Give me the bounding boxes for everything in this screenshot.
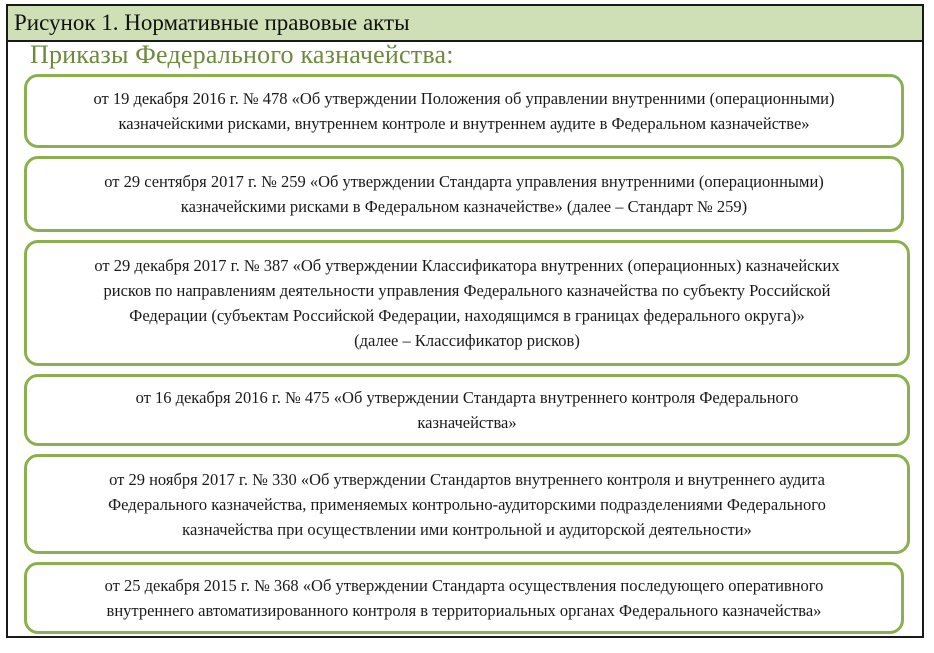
section-subtitle: Приказы Федерального казначейства: bbox=[30, 40, 454, 69]
document-box-368 bbox=[24, 562, 904, 634]
document-box-387 bbox=[24, 240, 910, 366]
document-text: от 16 декабря 2016 г. № 475 «Об утверждении Стандарта внутреннего контроля Федерального казначейства» bbox=[135, 388, 799, 432]
figure-title: Рисунок 1. Нормативные правовые акты bbox=[8, 6, 922, 42]
document-text: от 29 сентября 2017 г. № 259 «Об утверждении Стандарта управления внутренними (операционными) казначейскими рисками в Федеральном казначействе» (далее – Стандарт № 259) bbox=[104, 172, 824, 216]
document-box-259 bbox=[24, 156, 904, 232]
document-text: от 19 декабря 2016 г. № 478 «Об утверждении Положения об управлении внутренними (операционными) казначейскими рисками, внутреннем контроле и внутреннем аудите в Федеральном казначействе» bbox=[93, 89, 835, 133]
document-box-475 bbox=[24, 374, 910, 446]
document-box-330 bbox=[24, 454, 910, 554]
document-box-478 bbox=[24, 74, 904, 148]
document-text: от 25 декабря 2015 г. № 368 «Об утверждении Стандарта осуществления последующего оперативного внутреннего автоматизированного контроля в территориальных органах Федерального казначейства» bbox=[104, 576, 824, 620]
document-text: от 29 декабря 2017 г. № 387 «Об утверждении Классификатора внутренних (операционных) казначейских рисков по направлениям деятельности управления Федерального казначейства по субъекту Российской Федерации (субъектам Российской Федерации, находящимся в границах федерального округа)» (далее – Классификатор рисков) bbox=[94, 256, 840, 350]
document-text: от 29 ноября 2017 г. № 330 «Об утверждении Стандартов внутреннего контроля и внутреннего аудита Федерального казначейства, применяемых контрольно-аудиторскими подразделениями Федерального казначейства при осуществлении ими контрольной и аудиторской деятельности» bbox=[108, 469, 826, 539]
